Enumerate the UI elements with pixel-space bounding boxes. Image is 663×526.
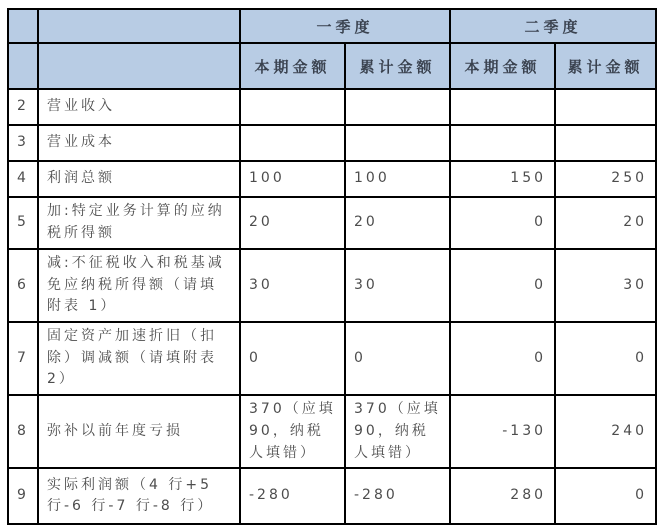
item-cell: 固定资产加速折旧（扣除）调减额（请填附表 2） — [38, 322, 240, 395]
item-header-blank — [38, 9, 240, 43]
item-cell: 利润总额 — [38, 161, 240, 197]
q1-current-cell: 370（应填90，纳税人填错） — [240, 395, 345, 468]
q2-current-cell: 280 — [450, 468, 555, 524]
q2-current-cell — [450, 89, 555, 125]
table-row — [8, 197, 656, 249]
q2-cumulative-cell: 30 — [555, 249, 656, 322]
q2-current-cell: 0 — [450, 249, 555, 322]
q1-current-cell: 0 — [240, 322, 345, 395]
q2-current-cell: 0 — [450, 197, 555, 249]
table-row — [8, 89, 656, 125]
table-row — [8, 249, 656, 322]
item-cell: 营业成本 — [38, 125, 240, 161]
q2-current-cell — [450, 125, 555, 161]
q1-cumulative-cell — [345, 125, 450, 161]
q2-header: 二季度 — [450, 9, 656, 43]
item-cell: 加:特定业务计算的应纳税所得额 — [38, 197, 240, 249]
q1-current-cell: -280 — [240, 468, 345, 524]
corner-cell-blank — [8, 9, 38, 43]
q1-cumulative-cell — [345, 89, 450, 125]
row-number-cell: 3 — [8, 125, 38, 161]
item-cell: 实际利润额（4 行+5 行-6 行-7 行-8 行） — [38, 468, 240, 524]
q1-cumulative-cell: 30 — [345, 249, 450, 322]
q2-cumulative-amount-header: 累计金额 — [555, 43, 656, 89]
q2-current-cell: 0 — [450, 322, 555, 395]
table-row — [8, 161, 656, 197]
q2-cumulative-cell: 20 — [555, 197, 656, 249]
q1-header: 一季度 — [240, 9, 450, 43]
q1-cumulative-cell: 0 — [345, 322, 450, 395]
row-number-cell: 8 — [8, 395, 38, 468]
q2-current-amount-header: 本期金额 — [450, 43, 555, 89]
quarterly-tax-table — [7, 8, 657, 525]
q2-cumulative-cell: 250 — [555, 161, 656, 197]
row-number-cell: 9 — [8, 468, 38, 524]
q1-current-amount-header: 本期金额 — [240, 43, 345, 89]
table-row — [8, 395, 656, 468]
row-number-cell: 5 — [8, 197, 38, 249]
q2-cumulative-cell: 0 — [555, 322, 656, 395]
q1-current-cell — [240, 89, 345, 125]
q2-cumulative-cell — [555, 125, 656, 161]
row-number-cell: 2 — [8, 89, 38, 125]
q1-cumulative-cell: 370（应填90，纳税人填错） — [345, 395, 450, 468]
item-cell: 弥补以前年度亏损 — [38, 395, 240, 468]
item-cell: 营业收入 — [38, 89, 240, 125]
row-number-cell: 6 — [8, 249, 38, 322]
q1-cumulative-cell: 20 — [345, 197, 450, 249]
q1-current-cell: 20 — [240, 197, 345, 249]
q2-cumulative-cell — [555, 89, 656, 125]
q1-current-cell — [240, 125, 345, 161]
table-row — [8, 468, 656, 524]
header-row-amounts — [8, 43, 656, 89]
item-cell: 减:不征税收入和税基减免应纳税所得额（请填附表 1） — [38, 249, 240, 322]
row-number-cell: 7 — [8, 322, 38, 395]
table-row — [8, 322, 656, 395]
q2-current-cell: 150 — [450, 161, 555, 197]
q2-cumulative-cell: 240 — [555, 395, 656, 468]
q2-current-cell: -130 — [450, 395, 555, 468]
header-row-quarters — [8, 9, 656, 43]
table-row — [8, 125, 656, 161]
corner-cell-blank-2 — [8, 43, 38, 89]
q1-current-cell: 100 — [240, 161, 345, 197]
item-header-blank-2 — [38, 43, 240, 89]
row-number-cell: 4 — [8, 161, 38, 197]
q1-cumulative-cell: -280 — [345, 468, 450, 524]
q2-cumulative-cell: 0 — [555, 468, 656, 524]
q1-current-cell: 30 — [240, 249, 345, 322]
q1-cumulative-amount-header: 累计金额 — [345, 43, 450, 89]
q1-cumulative-cell: 100 — [345, 161, 450, 197]
